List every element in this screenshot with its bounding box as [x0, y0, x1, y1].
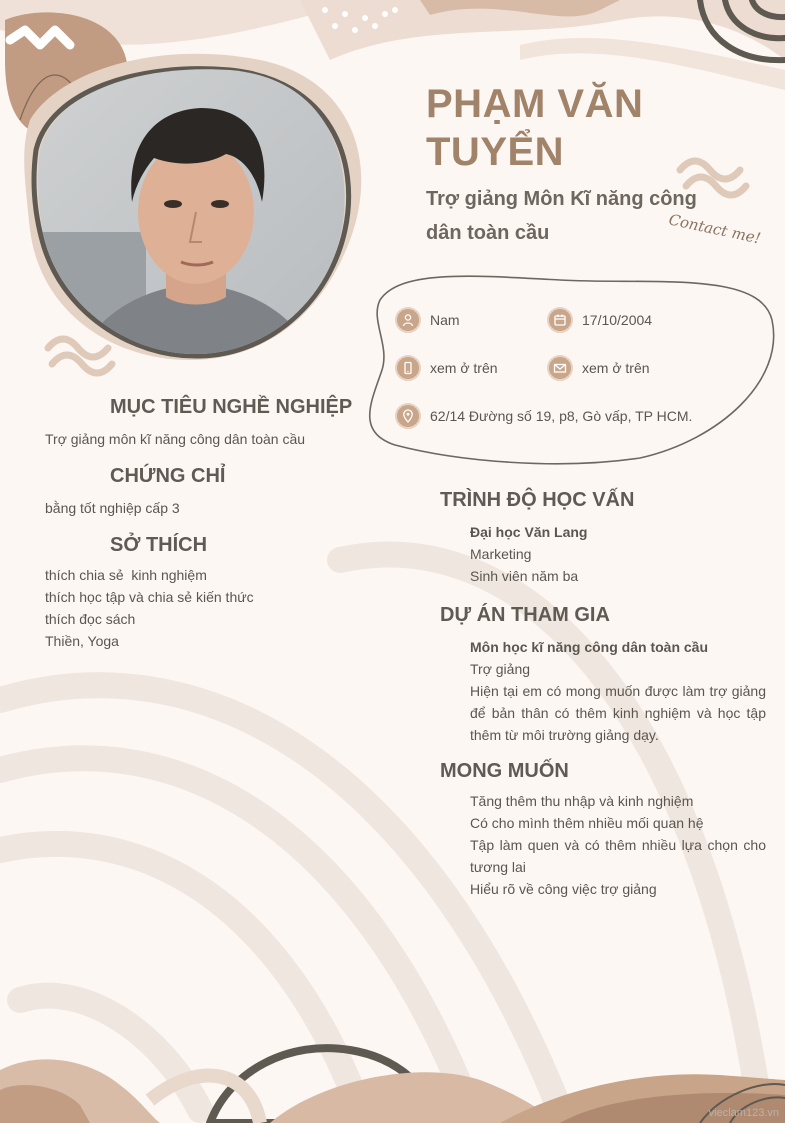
project-role: Trợ giảng [470, 661, 531, 677]
contact-email [547, 355, 650, 381]
list-item: thích chia sẻ kinh nghiệm [45, 567, 207, 583]
education-heading: TRÌNH ĐỘ HỌC VẤN [440, 489, 635, 511]
phone-value: xem ở trên [430, 360, 498, 376]
contact-gender [395, 307, 460, 333]
project-description: Hiện tại em có mong muốn được làm trợ giảng để bản thân có thêm kinh nghiệm và học tập thêm từ môi trường giảng dạy. [470, 683, 766, 743]
list-item: Tập làm quen và có thêm nhiều lựa chọn cho tương lai [470, 837, 766, 875]
project-details [470, 636, 766, 746]
contact-me-script: Contact me! [667, 210, 763, 248]
certificates-heading: CHỨNG CHỈ [110, 465, 226, 487]
wishes-list [470, 790, 766, 900]
contact-birthday [547, 307, 652, 333]
job-title: Trợ giảng Môn Kĩ năng công dân toàn cầu [426, 188, 697, 244]
list-item: Thiền, Yoga [45, 633, 119, 649]
profile-photo [36, 62, 356, 362]
calendar-icon [547, 307, 573, 333]
name-line-1: PHẠM VĂN [426, 82, 644, 126]
major: Marketing [470, 546, 532, 562]
projects-heading: DỰ ÁN THAM GIA [440, 604, 610, 626]
candidate-name [426, 80, 756, 176]
list-item: thích đọc sách [45, 611, 136, 627]
wishes-heading: MONG MUỐN [440, 760, 569, 782]
objective-text: Trợ giảng môn kĩ năng công dân toàn cầu [45, 431, 306, 447]
email-value: xem ở trên [582, 360, 650, 376]
education-details [470, 521, 766, 587]
objective-heading: MỤC TIÊU NGHỀ NGHIỆP [110, 396, 353, 418]
list-item: Hiểu rõ về công việc trợ giảng [470, 881, 657, 897]
list-item: thích học tập và chia sẻ kiến thức [45, 589, 254, 605]
contact-address [395, 403, 692, 429]
certificates-text: bằng tốt nghiệp cấp 3 [45, 500, 180, 516]
location-pin-icon [395, 403, 421, 429]
birthday-value: 17/10/2004 [582, 312, 653, 328]
watermark: vieclam123.vn [708, 1107, 779, 1119]
gender-value: Nam [430, 312, 460, 328]
list-item: Tăng thêm thu nhập và kinh nghiệm [470, 793, 694, 809]
hobbies-list [45, 564, 345, 652]
project-title: Môn học kĩ năng công dân toàn cầu [470, 639, 709, 655]
contact-phone [395, 355, 498, 381]
mail-icon [547, 355, 573, 381]
person-icon [395, 307, 421, 333]
list-item: Có cho mình thêm nhiều mối quan hệ [470, 815, 704, 831]
phone-icon [395, 355, 421, 381]
hobbies-heading: SỞ THÍCH [110, 534, 208, 556]
study-status: Sinh viên năm ba [470, 568, 579, 584]
school-name: Đại học Văn Lang [470, 524, 588, 540]
name-line-2: TUYỂN [426, 130, 565, 174]
address-value: 62/14 Đường số 19, p8, Gò vấp, TP HCM. [430, 408, 693, 424]
